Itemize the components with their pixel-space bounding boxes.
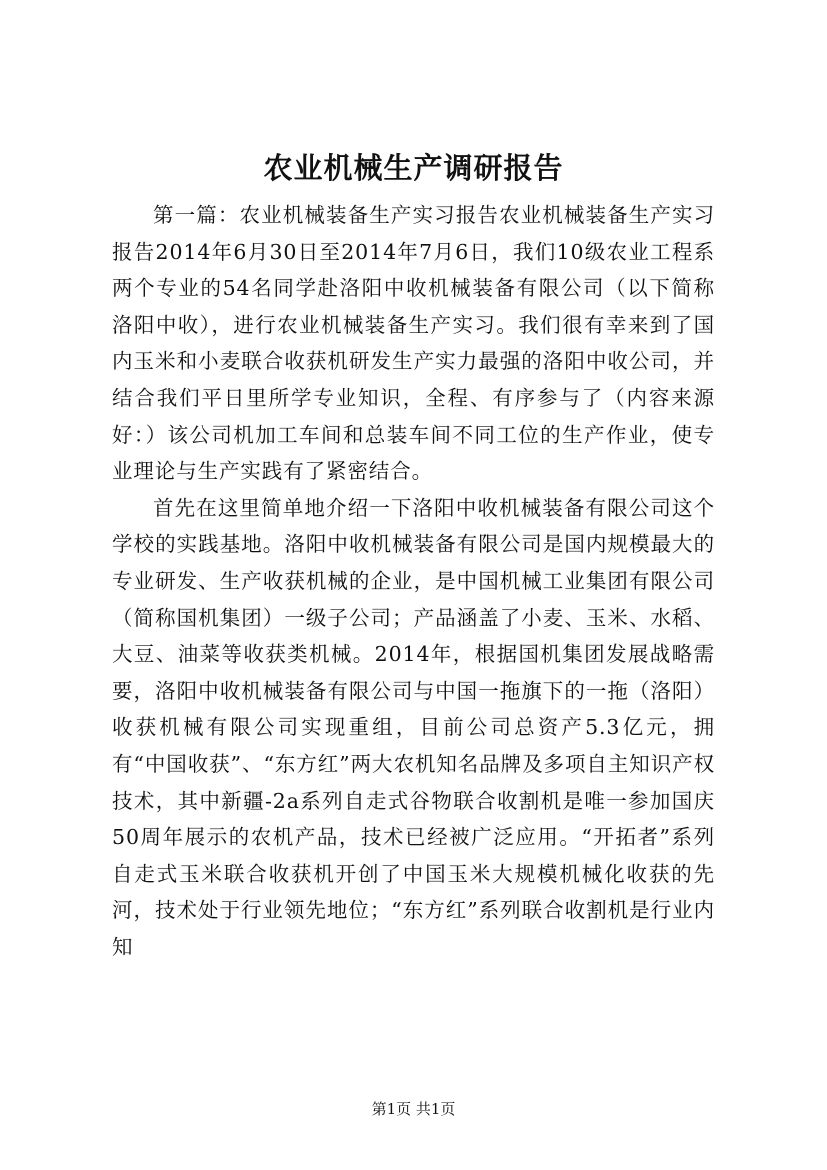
document-body: [112, 197, 715, 965]
page-number-footer: 第1页 共1页: [371, 1100, 456, 1118]
paragraph-1: 第一篇：农业机械装备生产实习报告农业机械装备生产实习报告2014年6月30日至2014年7月6日，我们10级农业工程系两个专业的54名同学赴洛阳中收机械装备有限公司（以下简称洛阳中收），进行农业机械装备生产实习。我们很有幸来到了国内玉米和小麦联合收获机研发生产实力最强的洛阳中收公司，并结合我们平日里所学专业知识，全程、有序参与了（内容来源好：）该公司机加工车间和总装车间不同工位的生产作业，使专业理论与生产实践有了紧密结合。: [112, 203, 715, 484]
document-title: 农业机械生产调研报告: [263, 151, 564, 185]
paragraph-2: 首先在这里简单地介绍一下洛阳中收机械装备有限公司这个学校的实践基地。洛阳中收机械装备有限公司是国内规模最大的专业研发、生产收获机械的企业，是中国机械工业集团有限公司（简称国机集团）一级子公司；产品涵盖了小麦、玉米、水稻、大豆、油菜等收获类机械。2014年，根据国机集团发展战略需要，洛阳中收机械装备有限公司与中国一拖旗下的一拖（洛阳）收获机械有限公司实现重组，目前公司总资产5.3亿元，拥有“中国收获”、“东方红”两大农机知名品牌及多项自主知识产权技术，其中新疆-2a系列自走式谷物联合收割机是唯一参加国庆50周年展示的农机产品，技术已经被广泛应用。“开拓者”系列自走式玉米联合收获机开创了中国玉米大规模机械化收获的先河，技术处于行业领先地位；“东方红”系列联合收割机是行业内知: [112, 495, 715, 959]
